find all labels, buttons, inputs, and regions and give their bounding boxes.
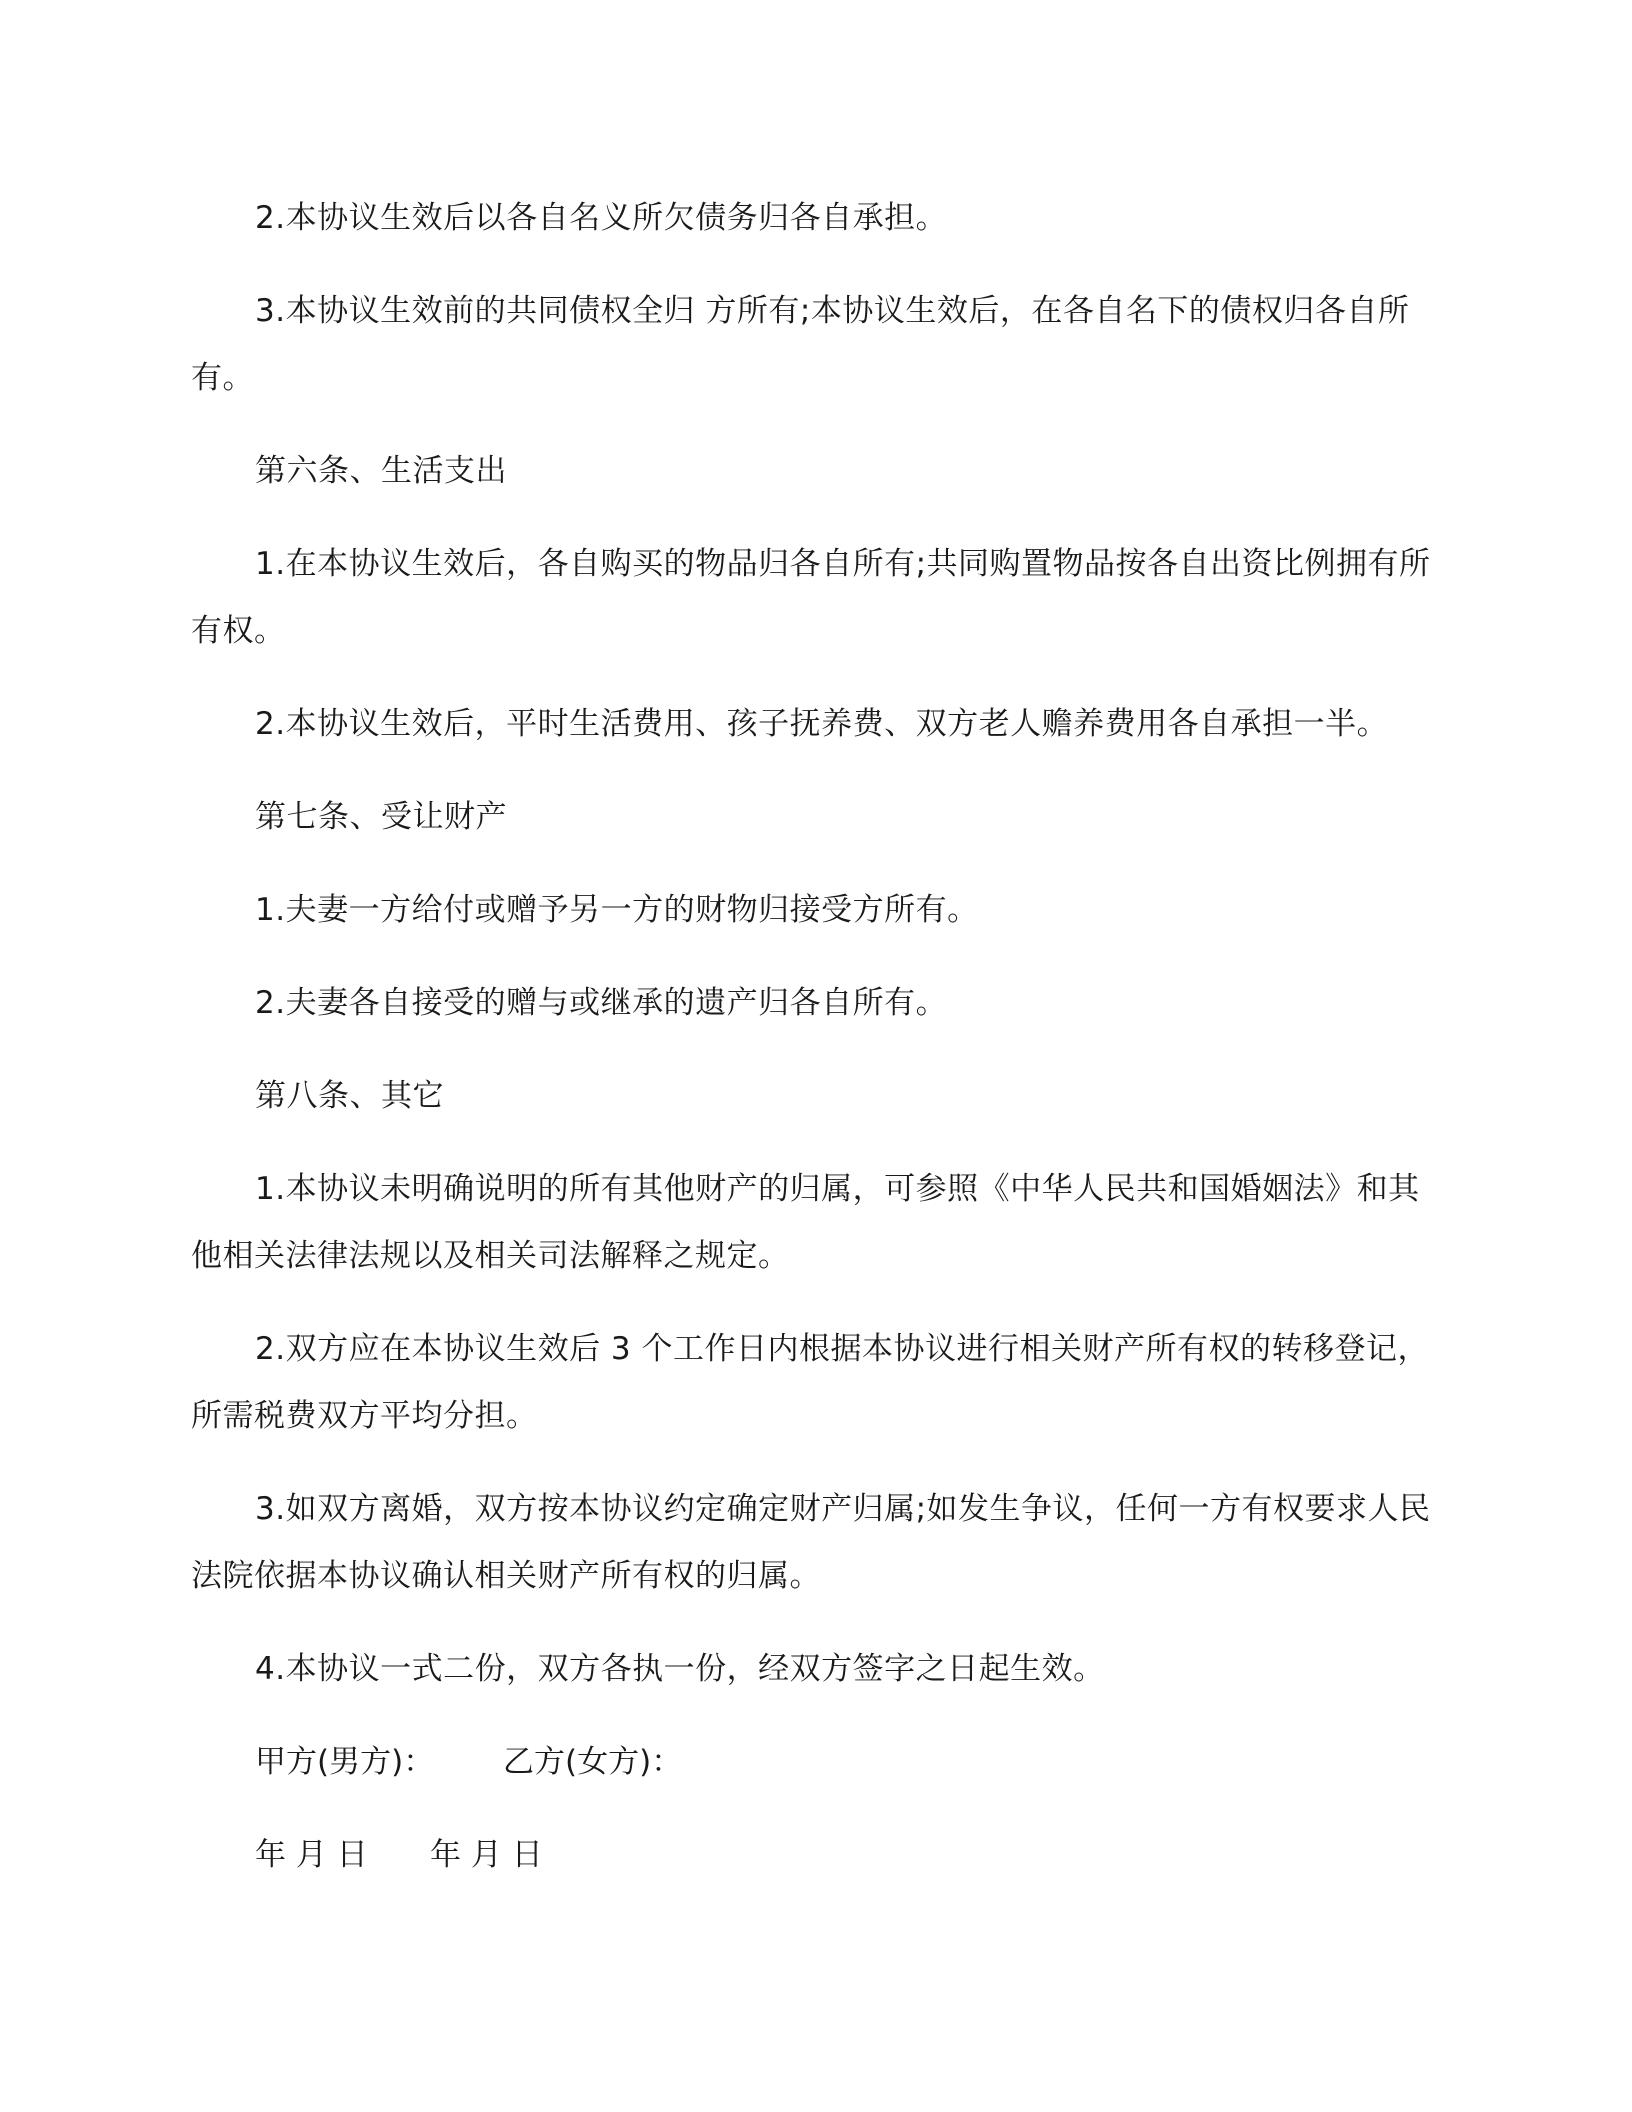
clause-8-item-2: 2.双方应在本协议生效后 3 个工作日内根据本协议进行相关财产所有权的转移登记，所需税费双方平均分担。 <box>191 1331 1430 1434</box>
party-a-date: 年 月 日 <box>255 1837 368 1873</box>
party-b-signature-label: 乙方(女方)： <box>503 1744 683 1780</box>
party-b-date: 年 月 日 <box>430 1837 543 1873</box>
article-8-heading: 第八条、其它 <box>255 1078 444 1114</box>
clause-7-item-2: 2.夫妻各自接受的赠与或继承的遗产归各自所有。 <box>255 985 948 1021</box>
clause-5-item-2: 2.本协议生效后以各自名义所欠债务归各自承担。 <box>255 200 948 236</box>
clause-5-item-3: 3.本协议生效前的共同债权全归 方所有;本协议生效后，在各自名下的债权归各自所有。 <box>191 293 1410 396</box>
clause-6-item-2: 2.本协议生效后，平时生活费用、孩子抚养费、双方老人赡养费用各自承担一半。 <box>255 706 1389 742</box>
article-7-heading: 第七条、受让财产 <box>255 799 507 835</box>
clause-6-item-1: 1.在本协议生效后，各自购买的物品归各自所有;共同购置物品按各自出资比例拥有所有权。 <box>191 546 1431 649</box>
clause-7-item-1: 1.夫妻一方给付或赠予另一方的财物归接受方所有。 <box>255 892 979 928</box>
article-6-heading: 第六条、生活支出 <box>255 453 507 489</box>
date-row <box>191 1822 1441 1889</box>
clause-8-item-1: 1.本协议未明确说明的所有其他财产的归属，可参照《中华人民共和国婚姻法》和其他相关法律法规以及相关司法解释之规定。 <box>191 1171 1420 1274</box>
signature-row <box>191 1729 1441 1796</box>
clause-8-item-3: 3.如双方离婚，双方按本协议约定确定财产归属;如发生争议，任何一方有权要求人民法院依据本协议确认相关财产所有权的归属。 <box>191 1491 1431 1594</box>
clause-8-item-4: 4.本协议一式二份，双方各执一份，经双方签字之日起生效。 <box>255 1651 1105 1687</box>
document-body <box>191 185 1441 1915</box>
party-a-signature-label: 甲方(男方)： <box>255 1744 435 1780</box>
